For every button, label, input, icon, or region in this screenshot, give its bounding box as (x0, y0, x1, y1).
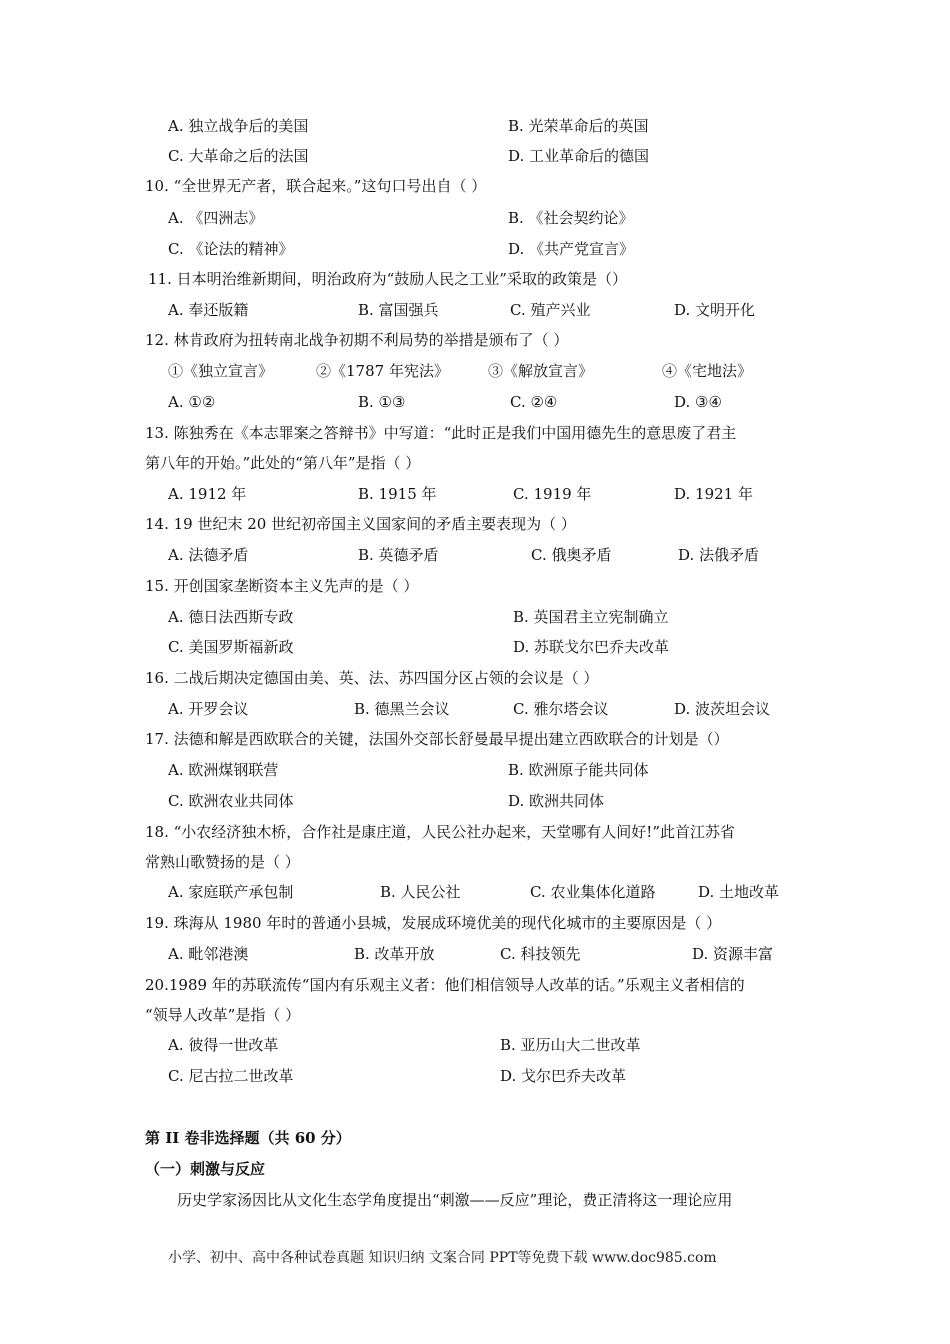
option-d: D. 工业革命后的德国 (508, 147, 650, 165)
question-20-stem-line1: 20.1989 年的苏联流传“国内有乐观主义者：他们相信领导人改革的话。”乐观主义者相信的 (145, 976, 745, 994)
option-d: D. 资源丰富 (692, 945, 774, 963)
item-4: ④《宅地法》 (662, 362, 753, 380)
option-b: B. 英国君主立宪制确立 (513, 608, 669, 626)
option-d: D. 《共产党宣言》 (508, 240, 635, 258)
option-c: C. ②④ (510, 393, 558, 411)
option-b: B. 欧洲原子能共同体 (508, 761, 649, 779)
question-13-stem-line2: 第八年的开始。”此处的“第八年”是指（ ） (145, 454, 421, 472)
question-13-stem-line1: 13. 陈独秀在《本志罪案之答辩书》中写道：“此时正是我们中国用德先生的意思废了君主 (145, 424, 737, 442)
option-c: C. 科技领先 (500, 945, 581, 963)
option-c: C. 1919 年 (513, 485, 592, 503)
paragraph-line: 历史学家汤因比从文化生态学角度提出“刺激——反应”理论，费正清将这一理论应用 (177, 1191, 733, 1209)
option-d: D. 戈尔巴乔夫改革 (500, 1067, 627, 1085)
item-3: ③《解放宣言》 (488, 362, 594, 380)
option-b: B. 人民公社 (380, 883, 461, 901)
question-10-stem: 10. “全世界无产者，联合起来。”这句口号出自（ ） (145, 177, 487, 195)
item-2: ②《1787 年宪法》 (316, 362, 449, 380)
option-a: A. 《四洲志》 (168, 209, 264, 227)
option-b: B. ①③ (358, 393, 406, 411)
option-c: C. 欧洲农业共同体 (168, 792, 294, 810)
option-b: B. 1915 年 (358, 485, 437, 503)
option-d: D. 文明开化 (674, 301, 756, 319)
option-c: C. 殖产兴业 (510, 301, 591, 319)
option-d: D. 波茨坦会议 (674, 700, 771, 718)
question-15-stem: 15. 开创国家垄断资本主义先声的是（ ） (145, 577, 419, 595)
option-d: D. 1921 年 (674, 485, 753, 503)
section-title: 第 II 卷非选择题（共 60 分） (145, 1129, 351, 1147)
option-c: C. 大革命之后的法国 (168, 147, 309, 165)
option-d: D. ③④ (674, 393, 722, 411)
option-b: B. 《社会契约论》 (508, 209, 634, 227)
option-b: B. 英德矛盾 (358, 546, 439, 564)
option-b: B. 亚历山大二世改革 (500, 1036, 641, 1054)
question-16-stem: 16. 二战后期决定德国由美、英、法、苏四国分区占领的会议是（ ） (145, 669, 599, 687)
question-19-stem: 19. 珠海从 1980 年时的普通小县城，发展成环境优美的现代化城市的主要原因是（ ） (145, 914, 722, 932)
page-footer: 小学、初中、高中各种试卷真题 知识归纳 文案合同 PPT等免费下载 www.doc985.com (168, 1250, 717, 1266)
question-18-stem-line2: 常熟山歌赞扬的是（ ） (145, 853, 300, 871)
option-a: A. 毗邻港澳 (168, 945, 249, 963)
option-b: B. 德黑兰会议 (354, 700, 450, 718)
option-a: A. 家庭联产承包制 (168, 883, 294, 901)
option-a: A. 欧洲煤钢联营 (168, 761, 279, 779)
option-a: A. 德日法西斯专政 (168, 608, 294, 626)
option-a: A. 法德矛盾 (168, 546, 249, 564)
option-d: D. 土地改革 (698, 883, 780, 901)
option-a: A. 彼得一世改革 (168, 1036, 279, 1054)
option-a: A. 开罗会议 (168, 700, 249, 718)
option-a: A. ①② (168, 393, 216, 411)
question-20-stem-line2: “领导人改革”是指（ ） (145, 1006, 301, 1024)
option-d: D. 法俄矛盾 (678, 546, 760, 564)
option-c: C. 农业集体化道路 (530, 883, 656, 901)
option-b: B. 改革开放 (354, 945, 435, 963)
option-c: C. 美国罗斯福新政 (168, 638, 294, 656)
option-a: A. 1912 年 (168, 485, 247, 503)
option-b: B. 富国强兵 (358, 301, 439, 319)
option-a: A. 独立战争后的美国 (168, 117, 309, 135)
section-subtitle: （一）刺激与反应 (145, 1160, 266, 1178)
question-17-stem: 17. 法德和解是西欧联合的关键，法国外交部长舒曼最早提出建立西欧联合的计划是（） (145, 730, 729, 748)
option-b: B. 光荣革命后的英国 (508, 117, 649, 135)
option-d: D. 欧洲共同体 (508, 792, 605, 810)
option-c: C. 《论法的精神》 (168, 240, 294, 258)
question-11-stem: 11. 日本明治维新期间，明治政府为“鼓励人民之工业”采取的政策是（） (148, 270, 627, 288)
item-1: ①《独立宣言》 (168, 362, 274, 380)
option-d: D. 苏联戈尔巴乔夫改革 (513, 638, 670, 656)
option-c: C. 俄奥矛盾 (531, 546, 612, 564)
option-c: C. 尼古拉二世改革 (168, 1067, 294, 1085)
question-18-stem-line1: 18. “小农经济独木桥，合作社是康庄道，人民公社办起来，天堂哪有人间好!”此首江苏省 (145, 823, 735, 841)
question-14-stem: 14. 19 世纪末 20 世纪初帝国主义国家间的矛盾主要表现为（ ） (145, 515, 576, 533)
option-a: A. 奉还版籍 (168, 301, 249, 319)
option-c: C. 雅尔塔会议 (513, 700, 609, 718)
question-12-stem: 12. 林肯政府为扭转南北战争初期不利局势的举措是颁布了（ ） (145, 331, 569, 349)
